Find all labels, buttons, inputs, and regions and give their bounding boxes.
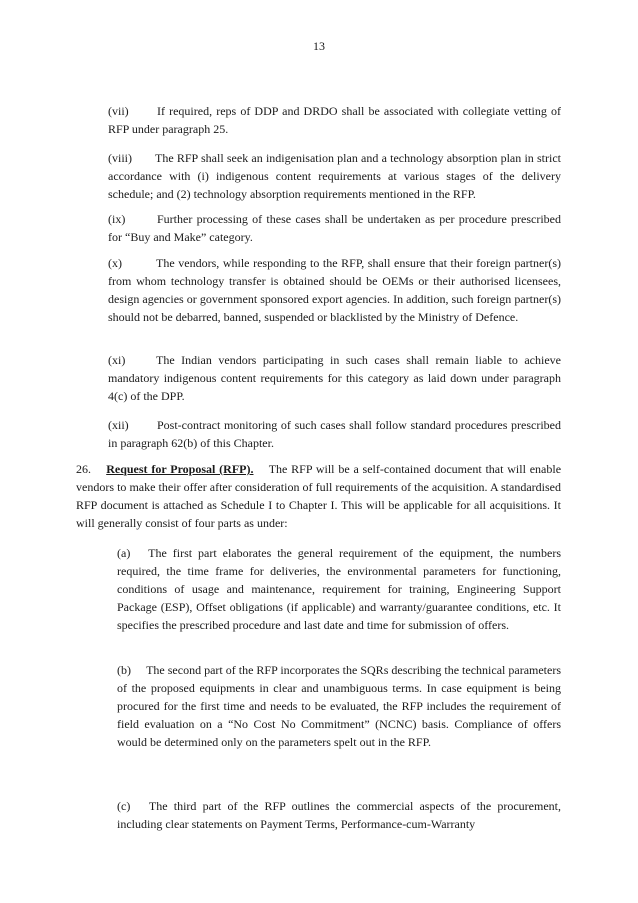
sub-item-number: (c) xyxy=(117,799,131,813)
item-text: The RFP shall seek an indigenisation plan and a technology absorption plan in strict accordance with (i) indigenous content requirements at various stages of the delivery schedule; and (2) technology absorption requirements mentioned in the RFP. xyxy=(108,151,561,201)
sub-item-number: (a) xyxy=(117,546,131,560)
sub-item-b xyxy=(117,661,561,751)
page-number: 13 xyxy=(313,39,325,53)
item-text: The vendors, while responding to the RFP, shall ensure that their foreign partner(s) from whom technology transfer is obtained should be OEMs or their authorised licensees, design agencies or government sponsored export agencies. In addition, such foreign partner(s) should not be debarred, banned, suspended or blacklisted by the Ministry of Defence. xyxy=(108,256,561,324)
sub-item-a xyxy=(117,544,561,634)
sub-item-text: The third part of the RFP outlines the commercial aspects of the procurement, including clear statements on Payment Terms, Performance-cum-Warranty xyxy=(117,799,561,831)
item-number: (ix) xyxy=(108,212,126,226)
sub-item-number: (b) xyxy=(117,663,131,677)
sub-item-text: The first part elaborates the general requirement of the equipment, the numbers required, the time frame for deliveries, the environmental parameters for functioning, conditions of usage and maintenance, requirement for training, Engineering Support Package (ESP), Offset obligations (if applicable) and warranty/guarantee conditions, etc. It specifies the prescribed procedure and last date and time for submission of offers. xyxy=(117,546,562,632)
paragraph-text: The RFP will be a self-contained document that will enable vendors to make their offer after consideration of full requirements of the acquisition. A standardised RFP document is attached as Schedule I to Chapter I. This will be applicable for all acquisitions. It will generally consist of four parts as under: xyxy=(76,462,562,530)
sub-item-text: The second part of the RFP incorporates the SQRs describing the technical parameters of the proposed equipments in clear and unambiguous terms. In case equipment is being procured for the first time and needs to be evaluated, the RFP includes the requirement of field evaluation on a “No Cost No Commitment” (NCNC) basis. Compliance of offers would be determined only on the parameters spelt out in the RFP. xyxy=(117,663,562,749)
paragraph-number: 26. xyxy=(76,462,91,476)
sub-item-c xyxy=(117,797,561,833)
item-number: (xi) xyxy=(108,353,126,367)
item-text: The Indian vendors participating in such cases shall remain liable to achieve mandatory indigenous content requirements for this category as laid down under paragraph 4(c) of the DPP. xyxy=(108,353,561,403)
list-item-ix xyxy=(108,210,561,246)
paragraph-heading: Request for Proposal (RFP). xyxy=(106,462,254,476)
item-text: Further processing of these cases shall be undertaken as per procedure prescribed for “Buy and Make” category. xyxy=(108,212,561,244)
item-number: (x) xyxy=(108,256,122,270)
list-item-x xyxy=(108,254,561,326)
item-number: (viii) xyxy=(108,151,132,165)
list-item-vii xyxy=(108,102,561,138)
item-number: (xii) xyxy=(108,418,129,432)
item-text: Post-contract monitoring of such cases shall follow standard procedures prescribed in paragraph 62(b) of this Chapter. xyxy=(108,418,561,450)
item-text: If required, reps of DDP and DRDO shall be associated with collegiate vetting of RFP under paragraph 25. xyxy=(108,104,561,136)
list-item-xii xyxy=(108,416,561,452)
paragraph-26 xyxy=(76,460,561,532)
list-item-viii xyxy=(108,149,561,203)
list-item-xi xyxy=(108,351,561,405)
item-number: (vii) xyxy=(108,104,129,118)
